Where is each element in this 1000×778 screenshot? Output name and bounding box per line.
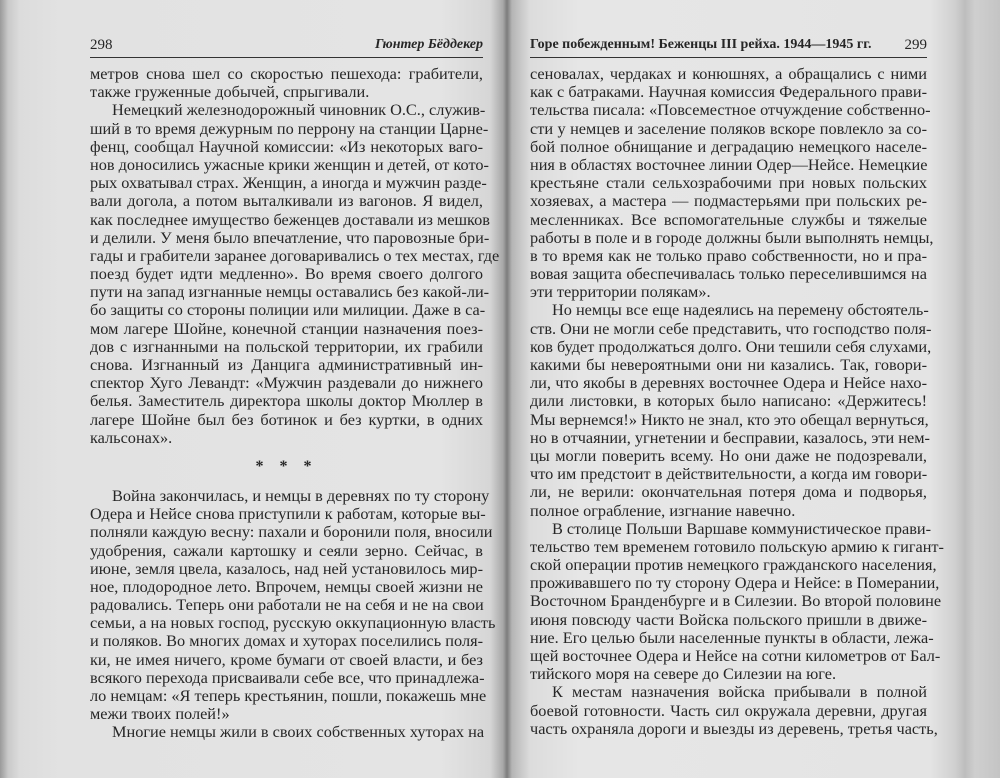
text-line: снова. Изгнанный из Данцига административный ин- (90, 355, 483, 374)
text-line: ской операции против немецкого гражданского населения, (530, 555, 937, 575)
text-line: боевой готовности. Часть сил окружала деревни, другая (530, 700, 927, 720)
text-line: июня повсюду части Войска польского пришли в движе- (530, 609, 927, 629)
left-page-body (90, 64, 500, 742)
text-line: цы могли поверить всему. Но они даже не подозревали, (530, 445, 927, 465)
text-line: метров снова шел со скоростью пешехода: грабители, (90, 64, 483, 83)
text-line: работы в поле и в городе должны были выполнять немцы, (530, 227, 934, 247)
text-line: хозяевах, а мастера — подмастерьями при польских ре- (530, 191, 927, 211)
text-line: ки, не имея ничего, кроме бумаги от своей власти, и без (90, 649, 483, 669)
text-line: пути на запад изгнанные немцы оставались без какой-ли- (90, 282, 490, 302)
section-break: * * * (255, 457, 318, 475)
text-line: белья. Заместитель директора школы доктор Мюллер в (90, 391, 483, 411)
text-line: поезд будет идти медленно». Во время своего долгого (90, 264, 483, 284)
text-line: Немецкий железнодорожный чиновник О.С., служив- (112, 100, 486, 120)
text-line: дов с изгнанными на польской территории, их грабили (90, 336, 483, 356)
text-line: Но немцы все еще надеялись на перемену обстоятель- (552, 300, 929, 320)
header-rule (90, 57, 483, 58)
text-line: гады и грабители заранее договаривались о тех местах, где (90, 245, 500, 265)
text-line: полняли каждую весну: пахали и боронили поля, вносили (90, 522, 493, 542)
text-line: К местам назначения войска прибывали в полной (552, 682, 927, 702)
text-line: ший в то время дежурным по перрону на станции Царне- (90, 118, 489, 138)
text-line: тельство тем временем готовило польскую армию к гигант- (530, 536, 944, 556)
text-line: кальсонах». (90, 427, 173, 447)
text-line: сеновалах, чердаках и конюшнях, а обращались с ними (530, 64, 927, 83)
page-number: 298 (90, 37, 113, 53)
text-line: ное, плодородное лето. Впрочем, немцы своей жизни не (90, 576, 483, 596)
right-page-header (530, 37, 927, 55)
right-page-body (530, 64, 944, 738)
text-line: радовались. Теперь они работали не на себя и не на свои (90, 595, 484, 615)
running-head-title: Горе побежденным! Беженцы III рейха. 1944—1945 гг. (530, 37, 872, 52)
text-line: дили листовки, в которых было написано: «Держитесь! (530, 391, 927, 411)
text-line: фенц, сообщал Научной комиссии: «Из некоторых ваго- (90, 136, 483, 156)
text-line: удобрения, сажали картошку и сеяли зерно. Сейчас, в (90, 540, 483, 560)
text-line: ков будет продолжаться долго. Они тешили себя слухами, (530, 336, 932, 356)
paragraph (90, 723, 483, 741)
paragraph (90, 485, 496, 724)
text-line: спектор Хуго Левандт: «Мужчин раздевали до нижнего (90, 373, 483, 393)
text-line: бо защиты со стороны полиции или милиции. Даже в са- (90, 300, 486, 320)
text-line: в то время как не только право собственности, но и пра- (530, 245, 927, 265)
text-line: часть охраняла дороги и выезды из деревень, третья часть, (530, 718, 938, 738)
text-line: также груженные добычей, спрыгивали. (90, 82, 370, 102)
text-line: как с батраками. Научная комиссия Федерального прави- (530, 82, 927, 102)
text-line: нов доносились ужасные крики женщин и детей, от кото- (90, 154, 489, 174)
page-number: 299 (904, 37, 927, 53)
text-line: ли, не верили: окончательная потеря дома и подворья, (530, 482, 927, 502)
text-line: крестьяне стали сельхозрабочими при новых польских (530, 173, 927, 193)
text-line: как последнее имущество беженцев доставали из мешков (90, 209, 490, 229)
text-line: ли, что якобы в деревнях восточнее Одера и Нейсе нахо- (530, 373, 927, 393)
text-line: вали догола, а потом выталкивали из вагонов. Я видел, (90, 191, 483, 211)
paragraph (530, 64, 934, 302)
running-head-author: Гюнтер Бёддекер (374, 37, 483, 52)
text-line: и делили. У меня было впечатление, что паровозные бри- (90, 227, 490, 247)
text-line: межи твоих полей!» (90, 704, 230, 724)
text-line: лагере Шойне был без ботинок и без куртки, в одних (90, 409, 483, 429)
text-line: но в отчаянии, угнетении и бесправии, казалось, эти нем- (530, 427, 930, 447)
paragraph (530, 682, 938, 738)
text-line: ств. Они не могли себе представить, что господство поля- (530, 318, 932, 338)
text-line: щей восточнее Одера и Нейсе на сотни километров от Бал- (530, 646, 941, 665)
header-rule (530, 57, 927, 58)
paragraph (90, 65, 483, 101)
text-line: тийского моря на севере до Силезии на юге. (530, 664, 837, 684)
text-line: что им предстоит в действительности, а когда им говори- (530, 464, 928, 484)
left-page-header (90, 37, 483, 55)
text-line: В столице Польши Варшаве коммунистическое прави- (552, 518, 932, 538)
text-line: Мы вернемся!» Никто не знал, кто это обещал вернуться, (530, 409, 929, 429)
text-line: Восточном Бранденбурге и в Силезии. Во второй половине (530, 591, 942, 611)
paragraph (530, 300, 932, 520)
text-line: Многие немцы жили в своих собственных хуторах на (112, 722, 485, 742)
text-line: месленниках. Все вспомогательные службы и тяжелые (530, 209, 927, 229)
text-line: какими бы невероятными они ни казались. Так, говори- (530, 355, 927, 374)
paragraph (530, 518, 944, 684)
text-line: полное ограбление, изгнание навечно. (530, 500, 796, 520)
text-line: Война закончилась, и немцы в деревнях по ту сторону (112, 485, 490, 505)
text-line: июне, земля цвела, казалось, над ней установилось мир- (90, 558, 483, 578)
paragraph (90, 100, 500, 447)
text-line: ния в областях восточнее линии Одер—Нейсе. Немецкие (530, 154, 928, 174)
text-line: мом лагере Шойне, конечной станции назначения поез- (90, 318, 483, 338)
text-line: сти у немцев и заселение поляков вскоре повлекло за со- (530, 118, 927, 138)
text-line: эти территории полякам». (530, 282, 711, 302)
text-line: и поляков. Во многих домах и хуторах поселились поля- (90, 631, 483, 651)
text-line: Одера и Нейсе снова приступили к работам, которые вы- (90, 504, 486, 524)
text-line: бой полное обнищание и деградацию немецкого населе- (530, 136, 927, 156)
text-line: ло немцам: «Я теперь крестьянин, пошли, покажешь мне (90, 686, 487, 705)
text-line: вовая защита обеспечивалась только переселившимся на (530, 264, 927, 284)
text-line: рых охватывал страх. Женщин, а иногда и мужчин разде- (90, 173, 487, 193)
text-line: ние. Его целью были населенные пункты в области, лежа- (530, 627, 934, 647)
text-line: семьи, а на новых господ, русскую оккупационную власть (90, 613, 496, 633)
text-line: тельства писала: «Повсеместное отчуждение собственно- (530, 100, 931, 120)
text-line: всякого перехода присваивали себе все, что принадлежа- (90, 667, 485, 687)
text-line: проживавшего по ту сторону Одера и Нейсе: в Померании, (530, 573, 940, 593)
